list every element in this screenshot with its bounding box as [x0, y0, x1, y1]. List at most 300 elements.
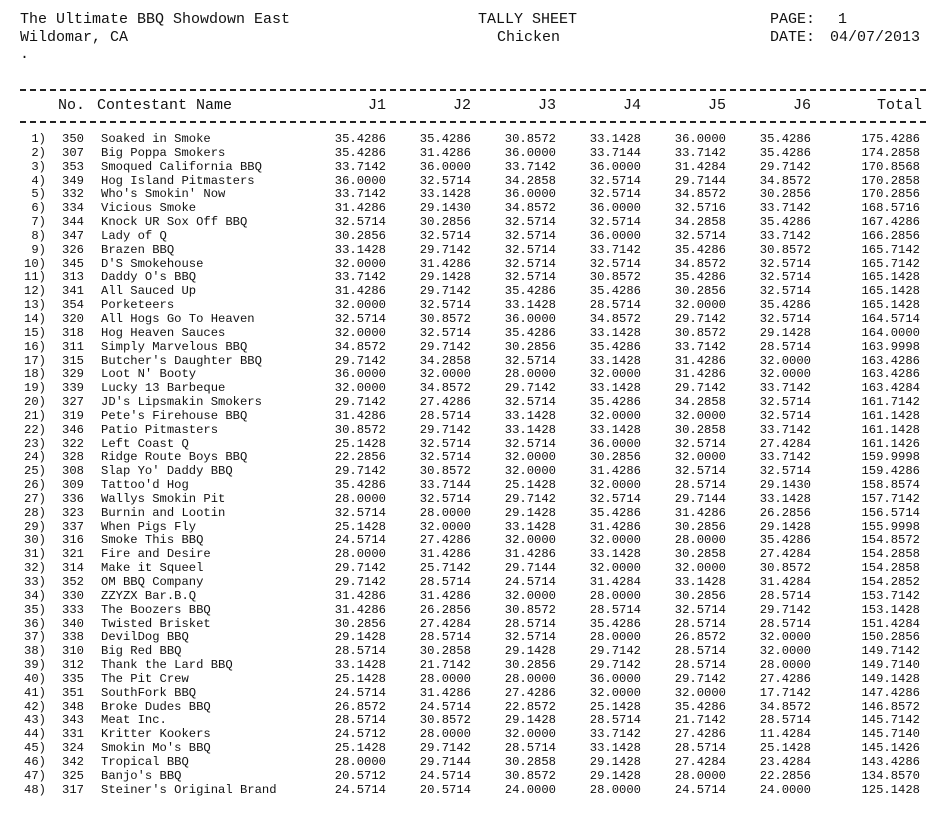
cell-j3: 29.1428	[504, 644, 556, 659]
cell-j6: 28.5714	[759, 616, 811, 631]
cell-rank: 28)	[24, 505, 46, 520]
cell-j3: 35.4286	[504, 325, 556, 340]
cell-no: 321	[62, 547, 84, 562]
cell-total: 170.2858	[861, 173, 920, 188]
cell-j5: 28.0000	[674, 533, 726, 548]
cell-rank: 1)	[31, 132, 46, 146]
table-row	[0, 396, 950, 410]
cell-j6: 35.4286	[759, 298, 811, 313]
cell-rank: 24)	[24, 450, 46, 465]
cell-j5: 31.4286	[674, 505, 726, 520]
cell-j4: 32.5714	[589, 256, 641, 271]
cell-name: Big Red BBQ	[101, 644, 182, 659]
cell-name: Pete's Firehouse BBQ	[101, 408, 248, 423]
header-divider	[20, 121, 926, 123]
cell-no: 337	[62, 519, 84, 534]
cell-j6: 33.1428	[759, 491, 811, 506]
cell-j5: 35.4286	[674, 242, 726, 257]
cell-j3: 30.2856	[504, 339, 556, 354]
cell-j2: 21.7142	[419, 658, 471, 673]
cell-name: DevilDog BBQ	[101, 630, 189, 645]
cell-total: 165.1428	[861, 270, 920, 285]
cell-rank: 14)	[24, 311, 46, 326]
cell-no: 320	[62, 311, 84, 326]
cell-name: ZZYZX Bar.B.Q	[101, 588, 197, 603]
cell-no: 353	[62, 159, 84, 174]
cell-no: 331	[62, 727, 84, 742]
cell-rank: 38)	[24, 644, 46, 659]
cell-j2: 35.4286	[419, 132, 471, 146]
cell-total: 145.7140	[861, 727, 920, 742]
cell-j4: 33.1428	[589, 381, 641, 396]
cell-j2: 29.1428	[419, 270, 471, 285]
cell-j1: 22.2856	[334, 450, 386, 465]
cell-j4: 32.5714	[589, 173, 641, 188]
table-row	[0, 410, 950, 424]
cell-j4: 33.7144	[589, 145, 641, 160]
cell-total: 157.7142	[861, 491, 920, 506]
cell-j4: 25.1428	[589, 699, 641, 714]
cell-j1: 29.7142	[334, 464, 386, 479]
cell-total: 168.5716	[861, 201, 920, 216]
cell-j6: 28.5714	[759, 588, 811, 603]
cell-j1: 30.8572	[334, 422, 386, 437]
cell-j2: 32.5714	[419, 491, 471, 506]
cell-j4: 35.4286	[589, 284, 641, 299]
cell-j5: 28.0000	[674, 768, 726, 783]
cell-name: When Pigs Fly	[101, 519, 197, 534]
cell-j2: 27.4286	[419, 533, 471, 548]
cell-j4: 29.7142	[589, 644, 641, 659]
cell-j4: 36.0000	[589, 228, 641, 243]
cell-j6: 32.5714	[759, 464, 811, 479]
cell-no: 334	[62, 201, 84, 216]
cell-j4: 35.4286	[589, 616, 641, 631]
cell-j3: 36.0000	[504, 311, 556, 326]
cell-total: 155.9998	[861, 519, 920, 534]
cell-j5: 33.1428	[674, 575, 726, 589]
table-row	[0, 451, 950, 465]
top-divider	[20, 89, 926, 91]
cell-j5: 30.8572	[674, 325, 726, 340]
cell-j6: 34.8572	[759, 173, 811, 188]
cell-j4: 32.5714	[589, 215, 641, 230]
cell-rank: 25)	[24, 464, 46, 479]
table-row	[0, 562, 950, 576]
cell-j4: 29.1428	[589, 768, 641, 783]
cell-j3: 30.8572	[504, 768, 556, 783]
cell-j5: 28.5714	[674, 658, 726, 673]
cell-j4: 33.7142	[589, 242, 641, 257]
cell-name: OM BBQ Company	[101, 575, 204, 589]
cell-rank: 13)	[24, 298, 46, 313]
event-title: The Ultimate BBQ Showdown East	[20, 11, 291, 28]
cell-name: Tattoo'd Hog	[101, 478, 189, 493]
cell-j3: 32.0000	[504, 588, 556, 603]
cell-total: 153.7142	[861, 588, 920, 603]
cell-rank: 22)	[24, 422, 46, 437]
table-row	[0, 424, 950, 438]
cell-j6: 33.7142	[759, 381, 811, 396]
cell-name: Ridge Route Boys BBQ	[101, 450, 248, 465]
col-header-no: No.	[58, 97, 86, 114]
cell-j4: 31.4284	[589, 575, 641, 589]
cell-j5: 35.4286	[674, 699, 726, 714]
cell-rank: 19)	[24, 381, 46, 396]
cell-j6: 33.7142	[759, 450, 811, 465]
cell-total: 145.7142	[861, 713, 920, 728]
cell-j6: 32.0000	[759, 630, 811, 645]
cell-total: 165.7142	[861, 242, 920, 257]
cell-rank: 5)	[31, 187, 46, 202]
cell-total: 153.1428	[861, 602, 920, 617]
cell-j2: 29.7142	[419, 422, 471, 437]
cell-j3: 29.7142	[504, 381, 556, 396]
table-row	[0, 590, 950, 604]
cell-j4: 35.4286	[589, 339, 641, 354]
cell-j3: 36.0000	[504, 187, 556, 202]
cell-name: Soaked in Smoke	[101, 132, 211, 146]
cell-j2: 36.0000	[419, 159, 471, 174]
category-name: Chicken	[497, 29, 561, 46]
cell-rank: 3)	[31, 159, 46, 174]
cell-j1: 24.5714	[334, 782, 386, 797]
cell-j4: 33.1428	[589, 741, 641, 756]
cell-j2: 28.0000	[419, 505, 471, 520]
event-location: Wildomar, CA	[20, 29, 129, 46]
cell-no: 345	[62, 256, 84, 271]
cell-no: 342	[62, 754, 84, 769]
cell-j2: 33.7144	[419, 478, 471, 493]
cell-j6: 35.4286	[759, 533, 811, 548]
cell-rank: 27)	[24, 491, 46, 506]
cell-j6: 32.5714	[759, 395, 811, 410]
cell-name: Vicious Smoke	[101, 201, 197, 216]
cell-j5: 28.5714	[674, 741, 726, 756]
cell-j1: 35.4286	[334, 145, 386, 160]
cell-no: 333	[62, 602, 84, 617]
cell-j5: 32.0000	[674, 561, 726, 576]
cell-j1: 28.0000	[334, 491, 386, 506]
cell-j3: 32.0000	[504, 533, 556, 548]
cell-j2: 32.5714	[419, 450, 471, 465]
cell-j2: 27.4284	[419, 616, 471, 631]
cell-j4: 30.2856	[589, 450, 641, 465]
cell-j3: 30.8572	[504, 602, 556, 617]
cell-j1: 35.4286	[334, 478, 386, 493]
cell-name: Patio Pitmasters	[101, 422, 219, 437]
cell-name: Who's Smokin' Now	[101, 187, 226, 202]
cell-no: 326	[62, 242, 84, 257]
table-row	[0, 313, 950, 327]
cell-j4: 32.0000	[589, 367, 641, 382]
cell-name: Twisted Brisket	[101, 616, 211, 631]
table-row	[0, 465, 950, 479]
cell-rank: 11)	[24, 270, 46, 285]
cell-j4: 28.0000	[589, 782, 641, 797]
cell-name: Wallys Smokin Pit	[101, 491, 226, 506]
cell-name: Tropical BBQ	[101, 754, 189, 769]
cell-j5: 28.5714	[674, 616, 726, 631]
cell-total: 150.2856	[861, 630, 920, 645]
cell-j2: 29.7142	[419, 242, 471, 257]
table-row	[0, 631, 950, 645]
cell-name: Meat Inc.	[101, 713, 167, 728]
col-header-j5: J5	[707, 97, 726, 114]
cell-j3: 33.7142	[504, 159, 556, 174]
cell-no: 311	[62, 339, 84, 354]
cell-j3: 29.7142	[504, 491, 556, 506]
cell-j5: 27.4286	[674, 727, 726, 742]
cell-j6: 27.4284	[759, 436, 811, 451]
cell-j2: 31.4286	[419, 547, 471, 562]
cell-total: 175.4286	[861, 132, 920, 146]
cell-j3: 32.5714	[504, 436, 556, 451]
page-number: 1	[838, 11, 848, 28]
table-row	[0, 742, 950, 756]
cell-j1: 29.7142	[334, 395, 386, 410]
cell-j5: 36.0000	[674, 132, 726, 146]
cell-total: 154.8572	[861, 533, 920, 548]
cell-j1: 30.2856	[334, 616, 386, 631]
cell-j5: 34.2858	[674, 215, 726, 230]
cell-j3: 32.5714	[504, 256, 556, 271]
cell-no: 347	[62, 228, 84, 243]
cell-no: 323	[62, 505, 84, 520]
cell-rank: 46)	[24, 754, 46, 769]
cell-j2: 24.5714	[419, 768, 471, 783]
cell-j5: 29.7144	[674, 491, 726, 506]
table-row	[0, 244, 950, 258]
cell-j3: 32.5714	[504, 395, 556, 410]
cell-j5: 24.5714	[674, 782, 726, 797]
cell-j1: 33.7142	[334, 270, 386, 285]
cell-total: 143.4286	[861, 754, 920, 769]
cell-j2: 31.4286	[419, 588, 471, 603]
cell-j4: 32.0000	[589, 561, 641, 576]
cell-j4: 28.0000	[589, 630, 641, 645]
cell-j5: 28.5714	[674, 644, 726, 659]
cell-j2: 32.5714	[419, 298, 471, 313]
cell-j3: 32.5714	[504, 630, 556, 645]
cell-j1: 31.4286	[334, 602, 386, 617]
table-row	[0, 258, 950, 272]
cell-j1: 33.7142	[334, 159, 386, 174]
table-row	[0, 687, 950, 701]
cell-j6: 34.8572	[759, 699, 811, 714]
table-row	[0, 355, 950, 369]
cell-j4: 35.4286	[589, 395, 641, 410]
cell-j2: 26.2856	[419, 602, 471, 617]
cell-j2: 32.5714	[419, 228, 471, 243]
cell-j6: 29.1428	[759, 325, 811, 340]
col-header-j4: J4	[622, 97, 641, 114]
cell-total: 165.7142	[861, 256, 920, 271]
cell-j5: 29.7144	[674, 173, 726, 188]
cell-no: 330	[62, 588, 84, 603]
cell-j6: 33.7142	[759, 228, 811, 243]
cell-j5: 32.5714	[674, 228, 726, 243]
cell-j6: 28.0000	[759, 658, 811, 673]
cell-j1: 31.4286	[334, 408, 386, 423]
cell-j3: 32.0000	[504, 727, 556, 742]
cell-total: 147.4286	[861, 685, 920, 700]
cell-total: 154.2858	[861, 547, 920, 562]
cell-j1: 32.0000	[334, 256, 386, 271]
cell-j5: 30.2858	[674, 422, 726, 437]
cell-j3: 22.8572	[504, 699, 556, 714]
cell-no: 349	[62, 173, 84, 188]
date-label: DATE:	[770, 29, 816, 46]
cell-name: Big Poppa Smokers	[101, 145, 226, 160]
cell-j6: 23.4284	[759, 754, 811, 769]
cell-j3: 32.5714	[504, 242, 556, 257]
sheet-title: TALLY SHEET	[478, 11, 578, 28]
cell-j4: 36.0000	[589, 671, 641, 686]
cell-j6: 17.7142	[759, 685, 811, 700]
cell-rank: 37)	[24, 630, 46, 645]
cell-no: 354	[62, 298, 84, 313]
table-row	[0, 188, 950, 202]
table-row	[0, 784, 950, 798]
cell-j1: 36.0000	[334, 367, 386, 382]
table-row	[0, 701, 950, 715]
cell-j5: 32.5714	[674, 602, 726, 617]
cell-j1: 20.5712	[334, 768, 386, 783]
cell-j5: 32.5714	[674, 464, 726, 479]
cell-j3: 28.5714	[504, 616, 556, 631]
table-row	[0, 507, 950, 521]
cell-name: Hog Island Pitmasters	[101, 173, 255, 188]
table-row	[0, 618, 950, 632]
tally-table	[0, 133, 950, 798]
cell-total: 163.9998	[861, 339, 920, 354]
cell-name: Butcher's Daughter BBQ	[101, 353, 262, 368]
cell-total: 174.2858	[861, 145, 920, 160]
cell-j3: 31.4286	[504, 547, 556, 562]
cell-j5: 29.7142	[674, 311, 726, 326]
cell-name: Knock UR Sox Off BBQ	[101, 215, 248, 230]
cell-j1: 24.5714	[334, 533, 386, 548]
cell-no: 325	[62, 768, 84, 783]
cell-j4: 32.5714	[589, 491, 641, 506]
cell-j2: 20.5714	[419, 782, 471, 797]
cell-rank: 4)	[31, 173, 46, 188]
cell-j6: 29.7142	[759, 602, 811, 617]
cell-j1: 34.8572	[334, 339, 386, 354]
cell-j1: 28.5714	[334, 713, 386, 728]
cell-j4: 35.4286	[589, 505, 641, 520]
cell-rank: 48)	[24, 782, 46, 797]
cell-j3: 32.0000	[504, 450, 556, 465]
cell-j6: 31.4284	[759, 575, 811, 589]
cell-j1: 26.8572	[334, 699, 386, 714]
cell-j3: 32.0000	[504, 464, 556, 479]
cell-j4: 32.0000	[589, 533, 641, 548]
cell-j3: 30.2856	[504, 658, 556, 673]
cell-j1: 25.1428	[334, 741, 386, 756]
cell-rank: 6)	[31, 201, 46, 216]
cell-name: Hog Heaven Sauces	[101, 325, 226, 340]
cell-total: 134.8570	[861, 768, 920, 783]
table-row	[0, 285, 950, 299]
cell-no: 341	[62, 284, 84, 299]
cell-j5: 29.7142	[674, 671, 726, 686]
cell-j1: 31.4286	[334, 284, 386, 299]
cell-j6: 29.1428	[759, 519, 811, 534]
cell-j3: 27.4286	[504, 685, 556, 700]
cell-rank: 2)	[31, 145, 46, 160]
cell-j1: 28.0000	[334, 754, 386, 769]
cell-rank: 41)	[24, 685, 46, 700]
cell-rank: 17)	[24, 353, 46, 368]
cell-total: 161.7142	[861, 395, 920, 410]
cell-j4: 33.1428	[589, 325, 641, 340]
cell-no: 352	[62, 575, 84, 589]
cell-j1: 25.1428	[334, 671, 386, 686]
cell-j2: 32.5714	[419, 436, 471, 451]
cell-j3: 32.5714	[504, 228, 556, 243]
table-row	[0, 493, 950, 507]
cell-j6: 32.5714	[759, 311, 811, 326]
col-header-total: Total	[876, 97, 922, 114]
cell-name: Banjo's BBQ	[101, 768, 182, 783]
date-value: 04/07/2013	[830, 29, 921, 46]
cell-total: 154.2858	[861, 561, 920, 576]
cell-j3: 30.2858	[504, 754, 556, 769]
cell-j2: 25.7142	[419, 561, 471, 576]
cell-j5: 34.8572	[674, 256, 726, 271]
cell-j1: 32.0000	[334, 298, 386, 313]
cell-j1: 36.0000	[334, 173, 386, 188]
cell-j4: 33.1428	[589, 353, 641, 368]
cell-name: All Sauced Up	[101, 284, 197, 299]
cell-name: Slap Yo' Daddy BBQ	[101, 464, 233, 479]
cell-total: 149.7140	[861, 658, 920, 673]
cell-total: 158.8574	[861, 478, 920, 493]
cell-name: Smoqued California BBQ	[101, 159, 262, 174]
cell-name: Daddy O's BBQ	[101, 270, 197, 285]
cell-name: Smoke This BBQ	[101, 533, 204, 548]
cell-j6: 25.1428	[759, 741, 811, 756]
table-row	[0, 161, 950, 175]
table-row	[0, 175, 950, 189]
cell-name: SouthFork BBQ	[101, 685, 197, 700]
cell-j6: 11.4284	[759, 727, 811, 742]
cell-j6: 30.8572	[759, 242, 811, 257]
cell-j1: 28.0000	[334, 547, 386, 562]
cell-rank: 8)	[31, 228, 46, 243]
cell-j3: 33.1428	[504, 408, 556, 423]
cell-name: The Boozers BBQ	[101, 602, 211, 617]
cell-j5: 30.2856	[674, 588, 726, 603]
cell-j2: 30.2858	[419, 644, 471, 659]
table-row	[0, 368, 950, 382]
cell-j5: 31.4286	[674, 353, 726, 368]
cell-j2: 32.5714	[419, 173, 471, 188]
cell-j1: 32.5714	[334, 215, 386, 230]
cell-no: 319	[62, 408, 84, 423]
cell-name: Make it Squeel	[101, 561, 204, 576]
table-row	[0, 604, 950, 618]
cell-no: 328	[62, 450, 84, 465]
cell-name: Lady of Q	[101, 228, 167, 243]
cell-j1: 29.7142	[334, 561, 386, 576]
cell-j3: 29.1428	[504, 713, 556, 728]
cell-j4: 28.5714	[589, 713, 641, 728]
cell-no: 309	[62, 478, 84, 493]
cell-rank: 39)	[24, 658, 46, 673]
